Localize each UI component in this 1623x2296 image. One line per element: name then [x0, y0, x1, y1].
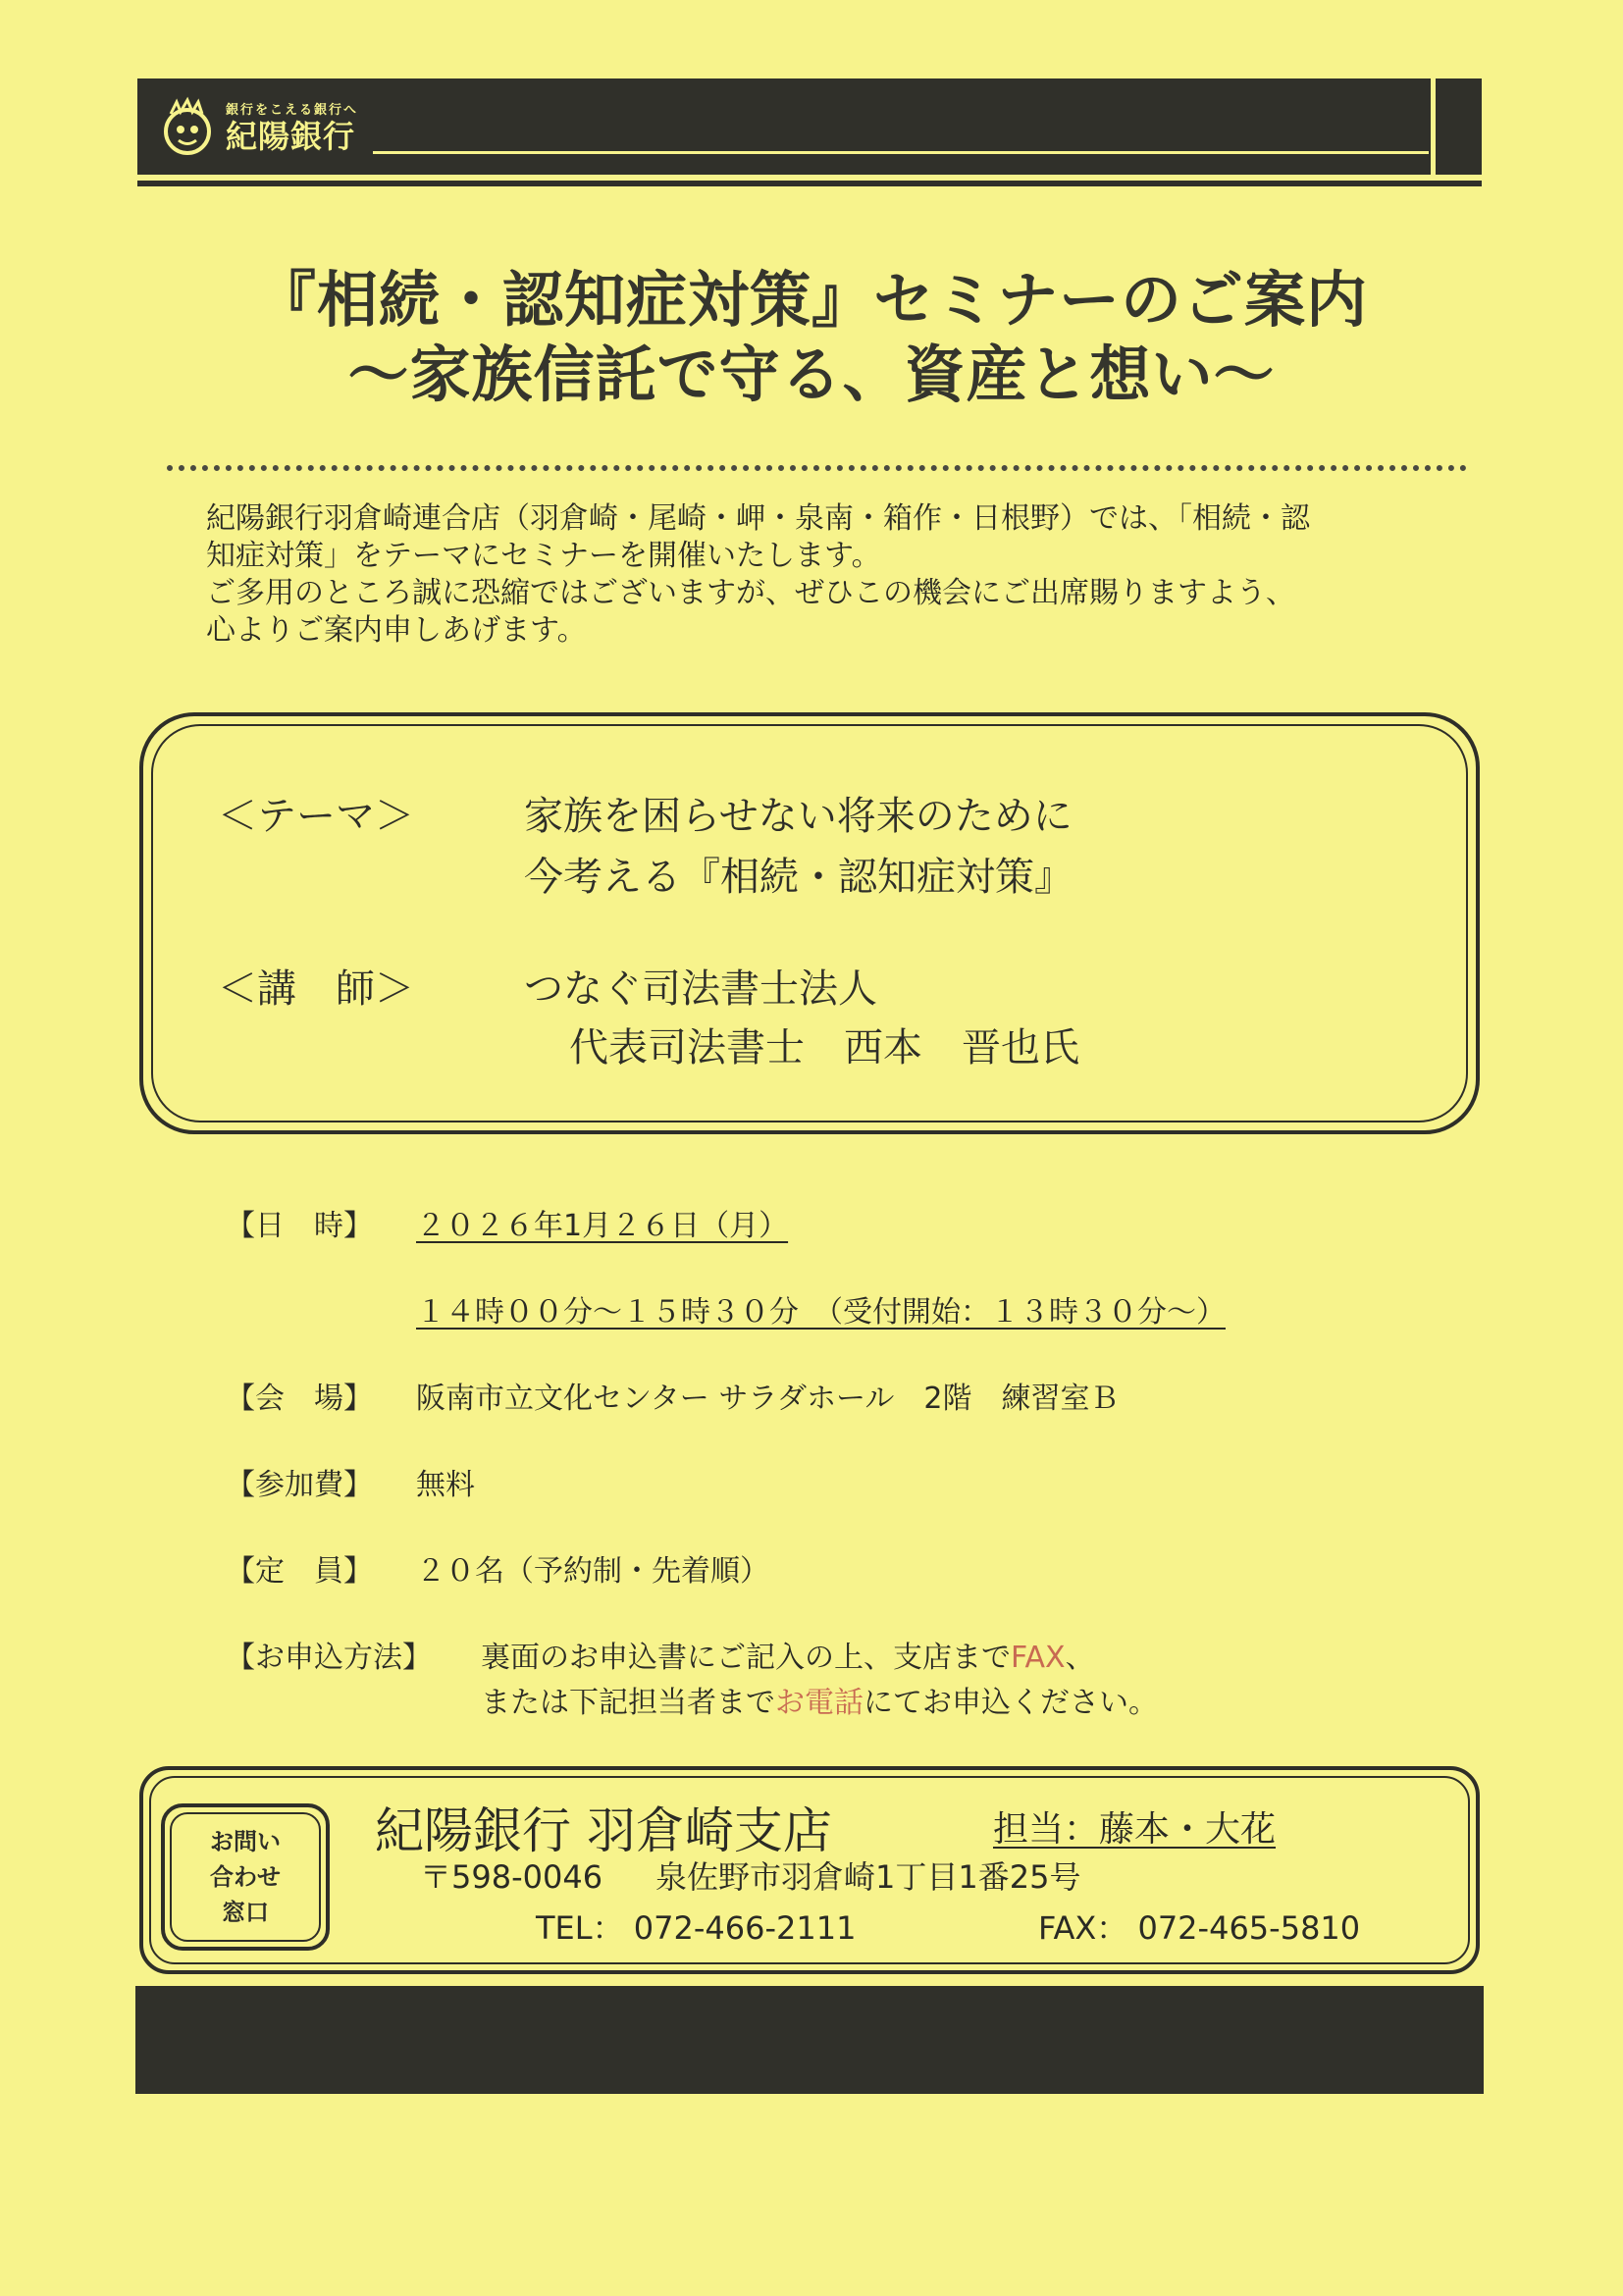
fax-number: FAX： 072-465-5810 — [1038, 1909, 1361, 1947]
intro-text — [206, 500, 1472, 650]
inquiry-tag-line: お問い — [210, 1828, 281, 1855]
apply-text: または下記担当者まで — [481, 1686, 775, 1720]
apply-text: 裏面のお申込書にご記入の上、支店まで — [481, 1641, 1011, 1675]
apply-text: にてお申込ください。 — [864, 1686, 1158, 1720]
lecturer-name: 代表司法書士 西本 晋也氏 — [569, 1025, 1079, 1070]
intro-line: ご多用のところ誠に恐縮ではございますが、ぜひこの機会にご出席賜りますよう、 — [206, 576, 1295, 610]
bank-name: 紀陽銀行 — [226, 117, 356, 155]
capacity-value: ２０名（予約制・先着順） — [416, 1554, 769, 1589]
inquiry-tag-line: 窓口 — [222, 1899, 269, 1926]
dotted-divider — [167, 465, 1467, 471]
bank-mascot-icon — [159, 96, 216, 157]
header-divider-vertical — [1431, 78, 1436, 175]
date-value: ２０２６年1月２６日（月） — [416, 1209, 789, 1243]
bank-logo — [159, 92, 358, 161]
inquiry-tag-line: 合わせ — [210, 1863, 281, 1891]
apply-line — [481, 1633, 1095, 1676]
postal-code: 〒598-0046 — [420, 1858, 603, 1896]
page-subtitle: ～家族信託で守る、資産と想い～ — [347, 339, 1276, 410]
header-bar — [137, 78, 1482, 175]
inquiry-tag — [161, 1803, 330, 1951]
fee-label: 【参加費】 — [226, 1468, 373, 1502]
lecturer-label: ＜講 師＞ — [218, 966, 414, 1012]
time-value: １４時００分～１５時３０分 （受付開始：１３時３０分～） — [416, 1295, 1226, 1330]
staff-names: 担当：藤本・大花 — [993, 1809, 1277, 1850]
apply-label: 【お申込方法】 — [226, 1641, 432, 1675]
date-label: 【日 時】 — [226, 1209, 373, 1243]
intro-line: 知症対策」をテーマにセミナーを開催いたします。 — [206, 539, 881, 573]
apply-text: 、 — [1065, 1641, 1095, 1675]
theme-line: 今考える『相続・認知症対策』 — [524, 855, 1073, 900]
footer-bar — [135, 1986, 1484, 2094]
venue-value: 阪南市立文化センター サラダホール 2階 練習室Ｂ — [416, 1382, 1120, 1416]
apply-phone-highlight: お電話 — [775, 1686, 864, 1720]
apply-fax-highlight: FAX — [1011, 1641, 1066, 1675]
lecturer-org: つなぐ司法書士法人 — [524, 966, 877, 1012]
bank-tagline: 銀行をこえる銀行へ — [226, 102, 359, 118]
branch-name: 紀陽銀行 羽倉崎支店 — [375, 1802, 832, 1859]
theme-line: 家族を困らせない将来のために — [524, 794, 1073, 839]
capacity-label: 【定 員】 — [226, 1554, 373, 1589]
theme-label: ＜テーマ＞ — [218, 794, 414, 839]
venue-label: 【会 場】 — [226, 1382, 373, 1416]
tel-number: TEL： 072-466-2111 — [536, 1909, 857, 1947]
apply-line — [481, 1678, 1158, 1721]
fee-value: 無料 — [416, 1468, 475, 1502]
intro-line: 心よりご案内申しあげます。 — [206, 613, 587, 648]
address: 泉佐野市羽倉崎1丁目1番25号 — [655, 1858, 1081, 1896]
header-divider — [373, 151, 1429, 154]
page-title: 『相続・認知症対策』セミナーのご案内 — [254, 264, 1368, 336]
header-underline — [137, 181, 1482, 186]
intro-line: 紀陽銀行羽倉崎連合店（羽倉崎・尾崎・岬・泉南・箱作・日根野）では、「相続・認 — [206, 501, 1310, 536]
